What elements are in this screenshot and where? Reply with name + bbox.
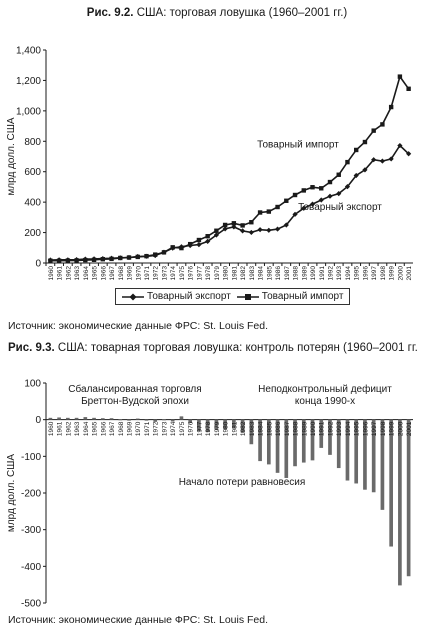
import-data-point [354, 148, 358, 152]
x-tick-label: 1996 [362, 421, 370, 437]
x-tick-label: 1987 [283, 421, 291, 437]
x-tick-label: 1996 [362, 266, 370, 281]
x-tick-label: 1988 [292, 266, 300, 281]
y-tick-label: 1,200 [15, 75, 41, 87]
x-tick-label: 1994 [344, 421, 352, 437]
y-axis-label: млрд долл. США [6, 117, 17, 196]
annotation-export: Товарный экспорт [298, 201, 382, 213]
bar [389, 420, 393, 547]
x-tick-label: 1962 [65, 421, 73, 437]
annotation-balanced-line2: Бреттон-Вудской эпохи [81, 396, 189, 407]
x-tick-label: 1988 [292, 421, 300, 437]
x-tick-label: 1993 [336, 266, 344, 281]
x-tick-label: 1985 [266, 421, 274, 437]
x-tick-label: 1974 [170, 266, 178, 281]
x-tick-label: 1965 [91, 421, 99, 437]
import-data-point [371, 128, 375, 132]
x-tick-label: 1975 [178, 421, 186, 437]
x-tick-label: 1989 [301, 421, 309, 437]
export-data-point [249, 230, 254, 235]
x-tick-label: 1978 [205, 266, 213, 281]
x-tick-label: 1966 [100, 421, 108, 437]
import-series-line [50, 77, 408, 261]
x-tick-label: 1979 [213, 266, 221, 281]
figure2-caption [8, 342, 418, 354]
x-tick-label: 1998 [379, 266, 387, 281]
x-tick-label: 1962 [65, 266, 73, 281]
import-data-point [136, 255, 140, 259]
y-tick-label: 400 [24, 197, 41, 209]
figure1-caption-text: США: торговая ловушка (1960–2001 гг.) [136, 7, 348, 19]
x-tick-label: 1973 [161, 266, 169, 281]
export-data-point [327, 194, 332, 199]
import-data-point [144, 254, 148, 258]
import-data-point [293, 193, 297, 197]
x-tick-label: 1976 [187, 266, 195, 281]
figure2-source: Источник: экономические данные ФРС: St. Louis Fed. [8, 614, 269, 626]
import-data-point [389, 105, 393, 109]
import-data-point [267, 209, 271, 213]
import-data-point [249, 220, 253, 224]
import-data-point [74, 258, 78, 262]
legend-square-marker-icon [237, 292, 259, 302]
x-tick-label: 1977 [196, 266, 204, 281]
legend-item-export [122, 291, 231, 302]
y-tick-label: -500 [20, 598, 41, 610]
x-tick-label: 1961 [56, 266, 64, 281]
bar [153, 420, 157, 422]
import-data-point [337, 173, 341, 177]
x-tick-label: 1973 [161, 421, 169, 437]
import-data-point [127, 255, 131, 259]
annotation-balanced-line1: Сбалансированная торговля [68, 384, 202, 395]
export-data-point [380, 158, 385, 163]
x-tick-label: 1974 [170, 421, 178, 437]
bar-chart-trade-balance [0, 365, 434, 615]
annotation-uncontrolled-line1: Неподконтрольный дефицит [258, 384, 392, 395]
y-tick-label: 800 [24, 136, 41, 148]
y-tick-label: 100 [24, 378, 41, 390]
import-data-point [205, 234, 209, 238]
x-tick-label: 1993 [336, 421, 344, 437]
bar [57, 417, 61, 419]
legend-item-import [237, 291, 344, 302]
y-tick-label: -200 [20, 488, 41, 500]
x-tick-label: 1994 [344, 266, 352, 281]
x-tick-label: 1980 [222, 421, 230, 437]
y-tick-label: 1,000 [15, 106, 41, 118]
y-tick-label: 200 [24, 228, 41, 240]
y-tick-label: 0 [35, 415, 41, 427]
x-tick-label: 1975 [178, 266, 186, 281]
import-data-point [92, 258, 96, 262]
x-tick-label: 1980 [222, 266, 230, 281]
export-data-point [257, 227, 262, 232]
x-tick-label: 1961 [56, 421, 64, 437]
x-tick-label: 1966 [100, 266, 108, 281]
bar [406, 420, 414, 577]
annotation-import: Товарный импорт [257, 139, 339, 151]
x-tick-label: 1983 [248, 266, 256, 281]
import-data-point [197, 238, 201, 242]
bar [136, 419, 140, 420]
x-tick-label: 1972 [152, 421, 160, 437]
x-tick-label: 1998 [379, 421, 387, 437]
export-data-point [196, 242, 201, 247]
import-data-point [223, 223, 227, 227]
line-chart-legend [115, 288, 350, 305]
x-tick-label: 1985 [266, 266, 274, 281]
x-tick-label: 1999 [388, 266, 396, 281]
x-tick-label: 2000 [397, 421, 405, 437]
import-data-point [406, 87, 410, 91]
x-tick-label: 1968 [117, 266, 125, 281]
x-tick-label: 1976 [187, 421, 195, 437]
y-tick-label: -300 [20, 525, 41, 537]
bar [171, 420, 175, 422]
figure1-caption-number: Рис. 9.2. [86, 7, 134, 19]
x-tick-label: 1964 [82, 421, 90, 437]
x-tick-label: 1981 [231, 266, 239, 281]
x-tick-label: 1964 [82, 266, 90, 281]
x-tick-label: 1992 [327, 421, 335, 437]
x-tick-label: 1977 [196, 421, 204, 437]
x-tick-label: 1978 [205, 421, 213, 437]
x-tick-label: 1982 [240, 421, 248, 437]
x-tick-label: 1971 [143, 266, 151, 281]
y-tick-label: 1,400 [15, 45, 41, 57]
x-tick-label: 1968 [117, 421, 125, 437]
y-tick-label: 0 [35, 258, 41, 270]
import-data-point [284, 199, 288, 203]
x-tick-label: 1984 [257, 266, 265, 281]
x-tick-label: 1991 [318, 421, 326, 437]
x-tick-label: 1979 [213, 421, 221, 437]
x-tick-label: 1969 [126, 266, 134, 281]
bar [110, 418, 114, 419]
import-data-point [380, 122, 384, 126]
x-tick-label: 1987 [283, 266, 291, 281]
annotation-loss-start: Начало потери равновесия [178, 476, 306, 488]
figure2-caption-number: Рис. 9.3. [8, 342, 55, 354]
figure1-source: Источник: экономические данные ФРС: St. Louis Fed. [8, 320, 269, 332]
y-tick-label: 600 [24, 167, 41, 179]
legend-label-export: Товарный экспорт [147, 291, 231, 302]
x-tick-label: 1991 [318, 266, 326, 281]
import-data-point [328, 180, 332, 184]
bar [92, 418, 96, 420]
annotation-uncontrolled-line2: конца 1990-х [294, 396, 356, 407]
import-data-point [275, 205, 279, 209]
bar [118, 419, 122, 420]
bar [66, 418, 70, 420]
bar [75, 418, 79, 420]
x-tick-label: 1989 [301, 266, 309, 281]
bar [49, 418, 53, 420]
import-data-point [83, 258, 87, 262]
import-data-point [153, 252, 157, 256]
x-tick-label: 1999 [388, 421, 396, 437]
import-data-point [319, 186, 323, 190]
import-data-point [363, 140, 367, 144]
line-chart-trade [0, 30, 434, 308]
import-data-point [66, 258, 70, 262]
x-tick-label: 1997 [371, 266, 379, 281]
y-tick-label: -100 [20, 451, 41, 463]
x-tick-label: 1992 [327, 266, 335, 281]
x-tick-label: 1971 [143, 421, 151, 437]
x-tick-label: 1972 [152, 266, 160, 281]
legend-label-import: Товарный импорт [261, 291, 344, 302]
bar [397, 420, 405, 586]
x-tick-label: 1970 [135, 266, 143, 281]
import-data-point [57, 259, 61, 263]
x-tick-label: 1963 [74, 421, 82, 437]
x-tick-label: 1970 [135, 421, 143, 437]
bar [145, 420, 149, 421]
x-tick-label: 1984 [257, 421, 265, 437]
import-data-point [310, 185, 314, 189]
y-axis-label: млрд долл. США [6, 453, 17, 533]
x-tick-label: 1967 [109, 266, 117, 281]
x-tick-label: 1995 [353, 421, 361, 437]
import-data-point [179, 246, 183, 250]
x-tick-label: 2001 [406, 266, 414, 281]
figure2-caption-text: США: товарная торговая ловушка: контроль потерян (1960–2001 гг. [57, 342, 418, 354]
bar [83, 417, 87, 420]
import-data-point [48, 259, 52, 263]
import-data-point [398, 74, 402, 78]
x-tick-label: 1967 [109, 421, 117, 437]
import-data-point [109, 257, 113, 261]
x-tick-label: 1963 [74, 266, 82, 281]
legend-diamond-marker-icon [122, 292, 144, 302]
x-tick-label: 1965 [91, 266, 99, 281]
import-data-point [118, 256, 122, 260]
import-data-point [345, 160, 349, 164]
bar [127, 420, 131, 421]
x-tick-label: 1990 [310, 421, 318, 437]
x-tick-label: 1960 [47, 266, 55, 281]
figure1-caption [0, 7, 434, 19]
export-data-point [275, 226, 280, 231]
bar [101, 418, 105, 419]
export-data-point [266, 228, 271, 233]
export-data-point [240, 228, 245, 233]
x-tick-label: 1960 [47, 421, 55, 437]
x-tick-label: 2000 [397, 266, 405, 281]
bar [162, 419, 166, 420]
import-data-point [171, 245, 175, 249]
x-tick-label: 1969 [126, 421, 134, 437]
import-data-point [240, 223, 244, 227]
import-data-point [232, 221, 236, 225]
x-tick-label: 1982 [240, 266, 248, 281]
import-data-point [188, 242, 192, 246]
y-tick-label: -400 [20, 561, 41, 573]
x-tick-label: 2001 [406, 421, 414, 437]
bar [180, 416, 184, 419]
x-tick-label: 1981 [231, 421, 239, 437]
import-data-point [214, 229, 218, 233]
x-tick-label: 1997 [371, 421, 379, 437]
import-data-point [302, 188, 306, 192]
x-tick-label: 1986 [275, 266, 283, 281]
x-tick-label: 1983 [248, 421, 256, 437]
x-tick-label: 1986 [275, 421, 283, 437]
x-tick-label: 1995 [353, 266, 361, 281]
import-data-point [258, 210, 262, 214]
import-data-point [101, 257, 105, 261]
x-tick-label: 1990 [310, 266, 318, 281]
import-data-point [162, 250, 166, 254]
